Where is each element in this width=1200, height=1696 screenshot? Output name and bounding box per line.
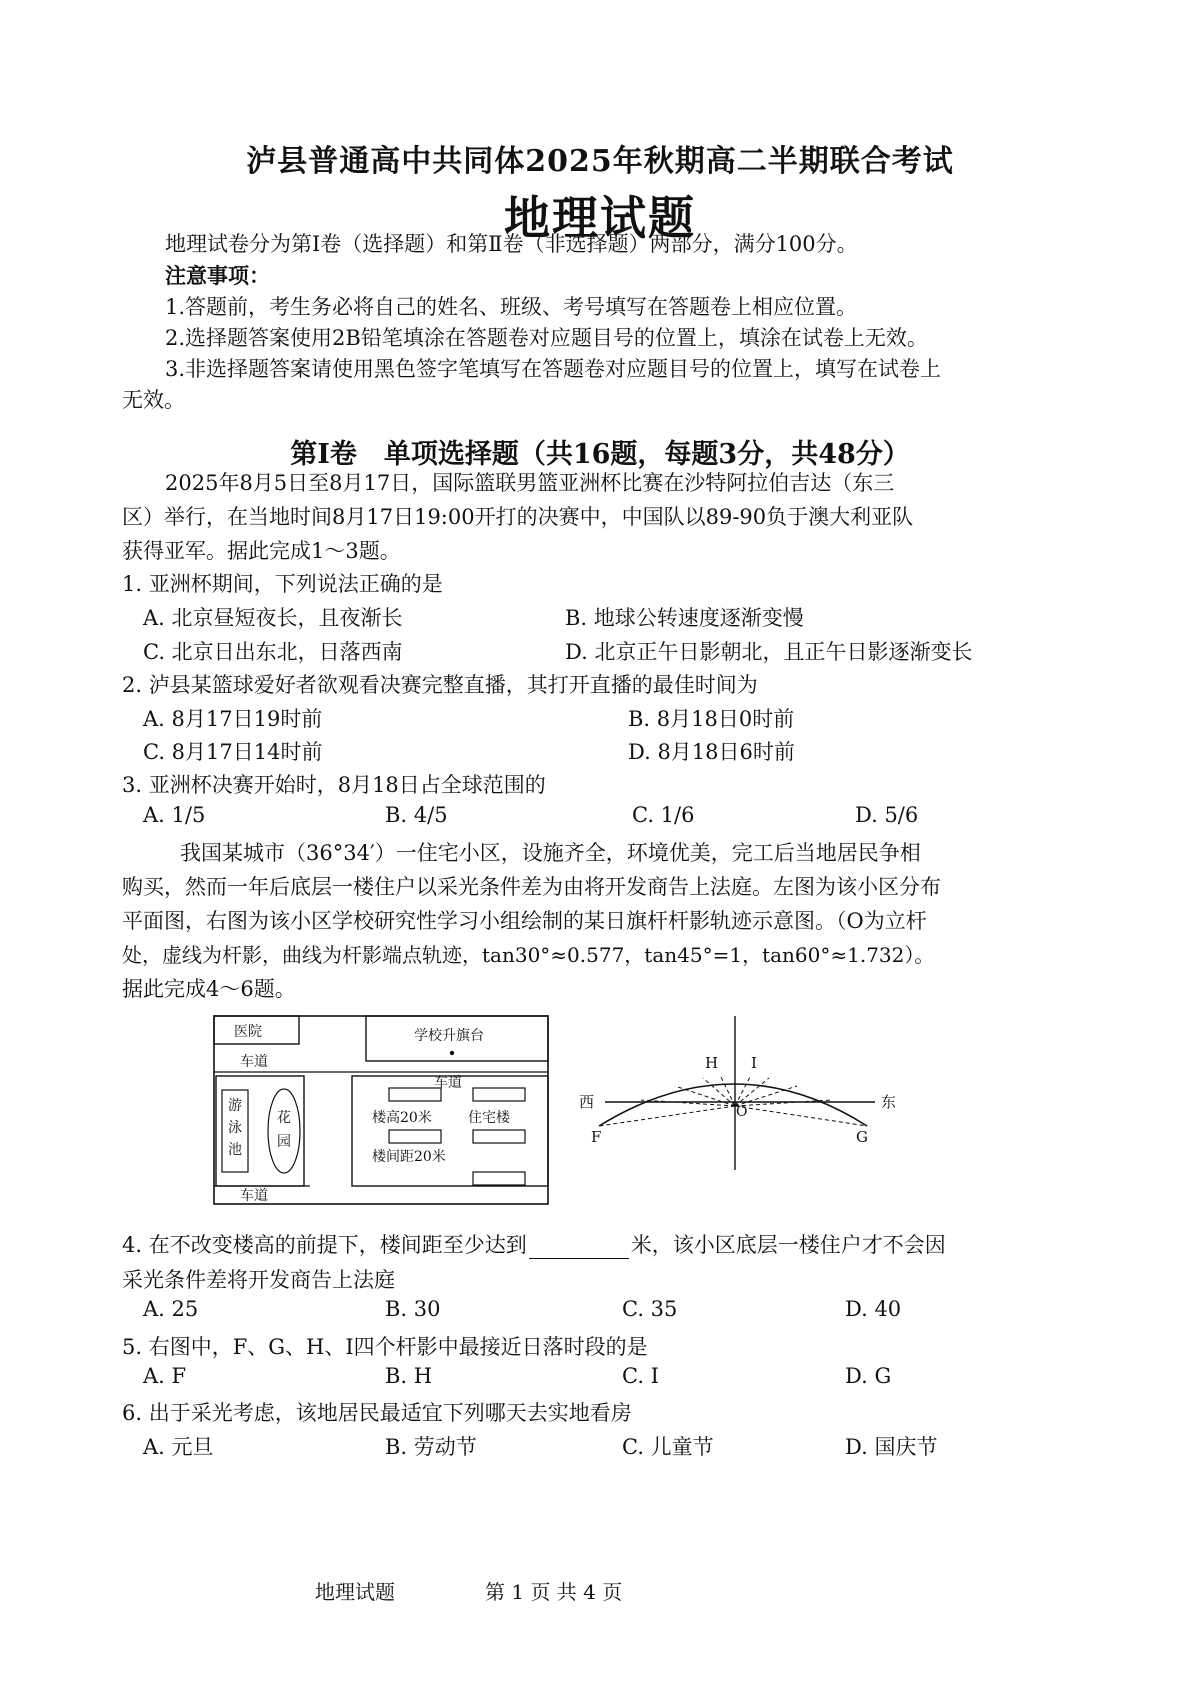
- spacing-label: 楼间距20米: [372, 1149, 446, 1165]
- q2-option-c: C. 8月17日14时前: [143, 740, 323, 764]
- q2-stem: 2. 泸县某篮球爱好者欲观看决赛完整直播，其打开直播的最佳时间为: [122, 673, 758, 697]
- pool-char-1: 游: [228, 1098, 242, 1114]
- section-title: 第Ⅰ卷 单项选择题（共16题，每题3分，共48分）: [290, 439, 910, 470]
- q5-option-c: C. I: [622, 1364, 659, 1388]
- passage2-line5: 据此完成4～6题。: [122, 977, 296, 1001]
- garden-char-1: 花: [277, 1110, 291, 1126]
- passage2-line4: 处，虚线为杆影，曲线为杆影端点轨迹，tan30°≈0.577，tan45°=1，tan60°≈1.732）。: [122, 943, 935, 967]
- point-o-label: O: [736, 1104, 748, 1120]
- q1-option-c: C. 北京日出东北，日落西南: [143, 640, 403, 664]
- q6-option-a: A. 元旦: [143, 1435, 214, 1459]
- q6-option-b: B. 劳动节: [385, 1435, 477, 1459]
- passage1-line1: 2025年8月5日至8月17日，国际篮联男篮亚洲杯比赛在沙特阿拉伯吉达（东三: [165, 471, 895, 495]
- height-label: 楼高20米: [372, 1110, 432, 1126]
- q4-option-a: A. 25: [143, 1297, 199, 1321]
- building-label: 住宅楼: [468, 1110, 510, 1126]
- note-1: 1.答题前，考生务必将自己的姓名、班级、考号填写在答题卷上相应位置。: [165, 295, 858, 319]
- passage2-line1: 我国某城市（36°34′）一住宅小区，设施齐全，环境优美，完工后当地居民争相: [180, 841, 921, 865]
- passage2-line2: 购买，然而一年后底层一楼住户以采光条件差为由将开发商告上法庭。左图为该小区分布: [122, 875, 941, 899]
- footer-subject: 地理试题: [315, 1580, 395, 1604]
- building-2: [473, 1088, 525, 1101]
- footer-page-number: 第 1 页 共 4 页: [485, 1580, 623, 1604]
- note-2: 2.选择题答案使用2B铅笔填涂在答题卷对应题目号的位置上，填涂在试卷上无效。: [165, 326, 928, 350]
- q3-option-c: C. 1/6: [632, 803, 695, 827]
- q1-option-b: B. 地球公转速度逐渐变慢: [565, 606, 804, 630]
- intro-line: 地理试卷分为第Ⅰ卷（选择题）和第Ⅱ卷（非选择题）两部分，满分100分。: [165, 232, 858, 256]
- passage2-line3: 平面图，右图为该小区学校研究性学习小组绘制的某日旗杆杆影轨迹示意图。（O为立杆: [122, 909, 927, 933]
- point-h-label: H: [705, 1054, 719, 1072]
- hospital-label: 医院: [234, 1024, 262, 1040]
- q3-option-b: B. 4/5: [385, 803, 448, 827]
- shadow-f: [599, 1106, 735, 1126]
- q2-option-b: B. 8月18日0时前: [628, 707, 795, 731]
- community-plan-map: [212, 1014, 552, 1208]
- note-3a: 3.非选择题答案请使用黑色签字笔填写在答题卷对应题目号的位置上，填写在试卷上: [165, 357, 942, 381]
- building-4: [473, 1130, 525, 1143]
- q3-option-d: D. 5/6: [855, 803, 919, 827]
- passage1-line2: 区）举行，在当地时间8月17日19:00开打的决赛中，中国队以89-90负于澳大利亚队: [122, 505, 914, 529]
- exam-subtitle: 地理试题: [504, 191, 696, 245]
- pool-char-2: 泳: [228, 1120, 242, 1136]
- q5-option-d: D. G: [845, 1364, 892, 1388]
- q4-option-c: C. 35: [622, 1297, 678, 1321]
- passage1-line3: 获得亚军。据此完成1～3题。: [122, 539, 401, 563]
- q6-stem: 6. 出于采光考虑，该地居民最适宜下列哪天去实地看房: [122, 1401, 632, 1425]
- shadow-g: [735, 1106, 867, 1126]
- q3-stem: 3. 亚洲杯决赛开始时，8月18日占全球范围的: [122, 773, 546, 797]
- q4-stem-b: 米，该小区底层一楼住户才不会因: [630, 1233, 946, 1257]
- flag-label: 学校升旗台: [414, 1028, 484, 1044]
- road-label-3: 车道: [240, 1188, 268, 1204]
- q5-option-a: A. F: [143, 1364, 187, 1388]
- q5-option-b: B. H: [385, 1364, 433, 1388]
- point-i-label: I: [751, 1054, 757, 1072]
- shadow-trajectory-diagram: [575, 1014, 915, 1174]
- q4-option-b: B. 30: [385, 1297, 441, 1321]
- q6-option-c: C. 儿童节: [622, 1435, 714, 1459]
- q4-stem-line2: 采光条件差将开发商告上法庭: [122, 1268, 395, 1292]
- note-3b: 无效。: [122, 388, 185, 412]
- flagpole-dot: [450, 1051, 454, 1055]
- garden-char-2: 园: [277, 1134, 291, 1150]
- building-5: [473, 1172, 525, 1185]
- west-label: 西: [579, 1093, 595, 1111]
- q4-blank: [529, 1238, 629, 1259]
- road-label-2: 车道: [434, 1075, 462, 1091]
- q2-option-d: D. 8月18日6时前: [628, 740, 795, 764]
- q4-stem-line1: [122, 1229, 946, 1259]
- q6-option-d: D. 国庆节: [845, 1435, 938, 1459]
- q1-stem: 1. 亚洲杯期间，下列说法正确的是: [122, 572, 443, 596]
- building-3: [389, 1130, 441, 1143]
- point-f-label: F: [591, 1128, 602, 1146]
- q4-option-d: D. 40: [845, 1297, 902, 1321]
- q4-stem-a: 4. 在不改变楼高的前提下，楼间距至少达到: [122, 1233, 527, 1257]
- pool-char-3: 池: [228, 1142, 242, 1158]
- q1-option-a: A. 北京昼短夜长，且夜渐长: [143, 606, 403, 630]
- residential-block: [352, 1076, 548, 1186]
- exam-title: 泸县普通高中共同体2025年秋期高二半期联合考试: [246, 144, 954, 179]
- q1-option-d: D. 北京正午日影朝北，且正午日影逐渐变长: [565, 640, 973, 664]
- q3-option-a: A. 1/5: [143, 803, 206, 827]
- notes-heading: 注意事项：: [165, 263, 270, 288]
- east-label: 东: [881, 1093, 897, 1111]
- point-g-label: G: [856, 1128, 868, 1146]
- q2-option-a: A. 8月17日19时前: [143, 707, 323, 731]
- road-label-1: 车道: [240, 1054, 268, 1070]
- q5-stem: 5. 右图中，F、G、H、I四个杆影中最接近日落时段的是: [122, 1335, 648, 1359]
- shadow-lines: [599, 1075, 867, 1126]
- garden-ellipse: [268, 1089, 300, 1173]
